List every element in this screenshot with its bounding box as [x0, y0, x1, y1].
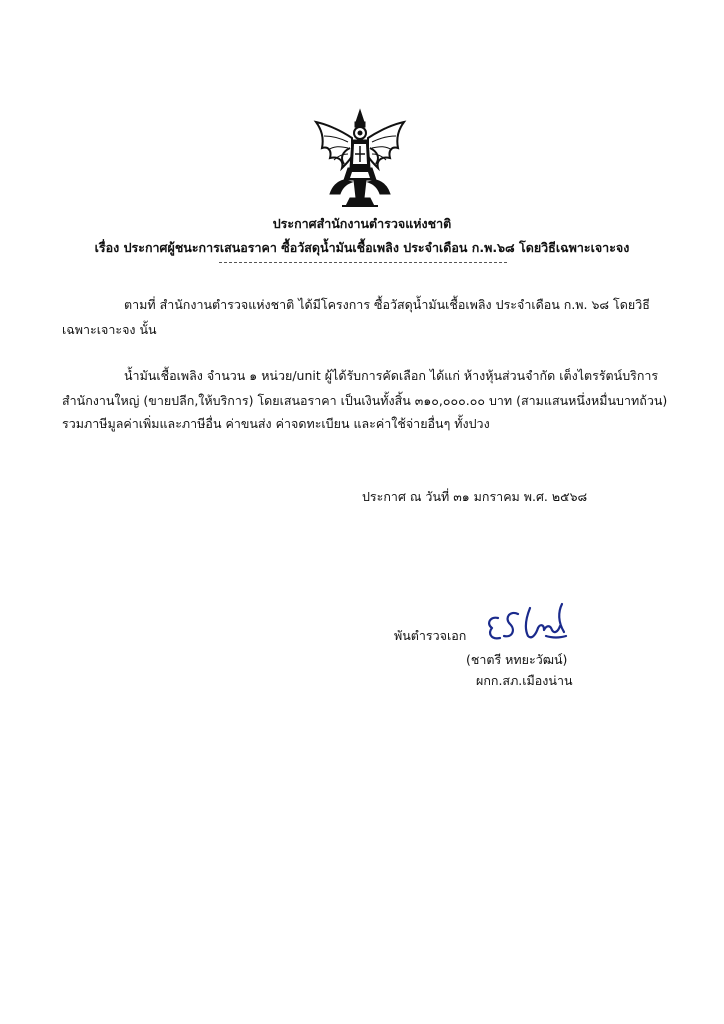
divider	[219, 262, 507, 263]
body-paragraph-line: น้ำมันเชื้อเพลิง จำนวน ๑ หน่วย/unit ผู้ได้รับการคัดเลือก ได้แก่ ห้างหุ้นส่วนจำกัด เต็งไตรรัตน์บริการ	[124, 368, 659, 383]
handwritten-signature	[484, 602, 568, 644]
body-paragraph-line: ตามที่ สำนักงานตำรวจแห่งชาติ ได้มีโครงการ ซื้อวัสดุน้ำมันเชื้อเพลิง ประจำเดือน ก.พ. ๖๘ โดยวิธี	[124, 297, 650, 312]
signer-position: ผกก.สภ.เมืองน่าน	[476, 673, 573, 688]
announcement-subject: เรื่อง ประกาศผู้ชนะการเสนอราคา ซื้อวัสดุน้ำมันเชื้อเพลิง ประจำเดือน ก.พ.๖๘ โดยวิธีเฉพาะเจาะจง	[94, 240, 630, 255]
body-paragraph-line: รวมภาษีมูลค่าเพิ่มและภาษีอื่น ค่าขนส่ง ค่าจดทะเบียน และค่าใช้จ่ายอื่นๆ ทั้งปวง	[62, 416, 490, 431]
body-paragraph-line: เฉพาะเจาะจง นั้น	[62, 322, 157, 337]
announcement-date: ประกาศ ณ วันที่ ๓๑ มกราคม พ.ศ. ๒๕๖๘	[362, 489, 588, 504]
garuda-emblem-icon	[312, 108, 408, 212]
announcement-title: ประกาศสำนักงานตำรวจแห่งชาติ	[272, 216, 452, 231]
signer-name: (ชาตรี หทยะวัฒน์)	[466, 652, 568, 667]
body-paragraph-line: สำนักงานใหญ่ (ขายปลีก,ให้บริการ) โดยเสนอราคา เป็นเงินทั้งสิ้น ๓๑๐,๐๐๐.๐๐ บาท (สามแสนหนึ่งหมื่นบาทถ้วน)	[62, 393, 668, 408]
signer-rank: พันตำรวจเอก	[394, 628, 467, 643]
